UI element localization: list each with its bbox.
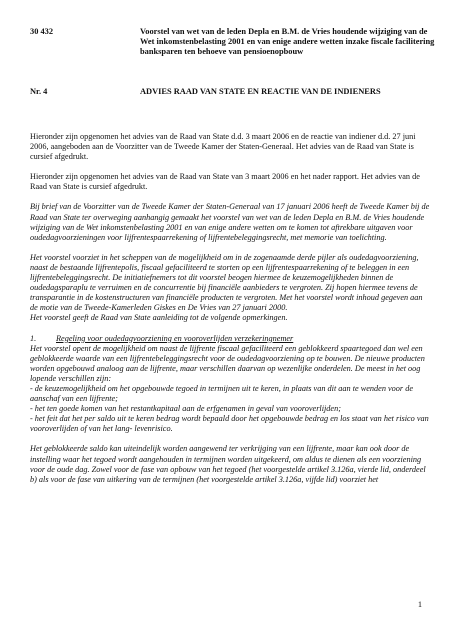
proposal-summary-paragraph: Het voorstel voorziet in het scheppen van de mogelijkheid om in de zogenaamde derde pijler als oudedagvoorziening, naast de bestaande lijfrentepolis, fiscaal gefaciliteerd te storten op een lijfrentespaarrekening of te beleggen in een lijfrentebeleggingsrecht. De initiatiefnemers tot dit voorstel beogen hiermee de keuzemogelijkheden binnen de oudedagsparaplu te verruimen en de concurrentie bij financiële aanbieders te vergroten. Zij hopen hiermee tevens de transparantie in de kostenstructuren van financiële producten te vergroten. Met het voorstel wordt inhoud gegeven aan de motie van de Tweede-Kamerleden Giskes en De Vries van 27 januari 2000. <box>30 252 423 313</box>
list-item: - de keuzemogelijkheid om het opgebouwde tegoed in termijnen uit te keren, in plaats van dit aan te wenden voor de aanschaf van een lijfrente; <box>30 383 413 404</box>
blocked-balance-paragraph: Het geblokkeerde saldo kan uiteindelijk worden aangewend ter verkrijging van een lijfrente, maar kan ook door de instelling waar het tegoed wordt aangehouden in termijnen worden uitgekeerd, om aldus te dienen als een voorziening voor de oude dag. Zowel voor de fase van opbouw van het tegoed (het voorgestelde artikel 3.126a, vierde lid, onderdeel b) als voor de fase van uitkering van de termijnen (het voorgestelde artikel 3.126a, vijfde lid) voorziet het <box>30 444 426 484</box>
section-paragraph: Het voorstel opent de mogelijkheid om naast de lijfrente fiscaal gefaciliteerd een geblokkeerd spaartegoed dan wel een geblokkeerde waarde van een lijfrentebeleggingsrecht voor de oudedagvoorziening op te bouwen. De nieuwe producten worden opgebouwd analoog aan de lijfrente, maar verschillen daarvan op wezenlijke onderdelen. De meest in het oog lopende verschillen zijn: <box>30 343 425 383</box>
list-item: - het feit dat het per saldo uit te keren bedrag wordt bepaald door het opgebouwde bedrag en los staat van het risico van vooroverlijden of van het lang- levenrisico. <box>30 414 429 434</box>
bill-title: Voorstel van wet van de leden Depla en B.M. de Vries houdende wijziging van de Wet inkomstenbelasting 2001 en van enige andere wetten inzake fiscale facilitering banksparen ten behoeve van pensioenopbouw <box>140 27 435 57</box>
bill-number: 30 432 <box>30 27 54 36</box>
page-number: 1 <box>417 600 422 609</box>
item-number: Nr. 4 <box>30 87 48 96</box>
document-body <box>30 132 430 485</box>
section-heading <box>30 334 430 344</box>
intro-paragraph: Hieronder zijn opgenomen het advies van de Raad van State d.d. 3 maart 2006 en de reactie van indiener d.d. 27 juni 2006, aangeboden aan de Voorzitter van de Tweede Kamer der Staten-Generaal. Het advies van de Raad van State is cursief afgedrukt. <box>30 132 416 162</box>
remarks-intro-paragraph: Het voorstel geeft de Raad van State aanleiding tot de volgende opmerkingen. <box>30 313 288 323</box>
section-title: Regeling voor oudedagvoorziening en vooroverlijden verzekeringnemer <box>56 333 294 343</box>
item-title: ADVIES RAAD VAN STATE EN REACTIE VAN DE INDIENERS <box>140 87 381 96</box>
list-item: - het ten goede komen van het restantkapitaal aan de erfgenamen in geval van vooroverlijden; <box>30 404 341 414</box>
council-letter-paragraph: Bij brief van de Voorzitter van de Tweede Kamer der Staten-Generaal van 17 januari 2006 heeft de Tweede Kamer bij de Raad van State ter overweging aanhangig gemaakt het voorstel van wet van de leden Depla en B.M. de Vries houdende wijziging van de Wet inkomstenbelasting 2001 en van enige andere wetten om te komen tot aftrekbare uitgaven voor oudedagvoorzieningen voor lijfrentespaarrekening of lijfrentebeleggingsrecht, met memorie van toelichting. <box>30 202 430 242</box>
section-number: 1. <box>30 333 37 343</box>
intro-paragraph-2: Hieronder zijn opgenomen het advies van de Raad van State van 3 maart 2006 en het nader rapport. Het advies van de Raad van State is cursief afgedrukt. <box>30 172 420 192</box>
